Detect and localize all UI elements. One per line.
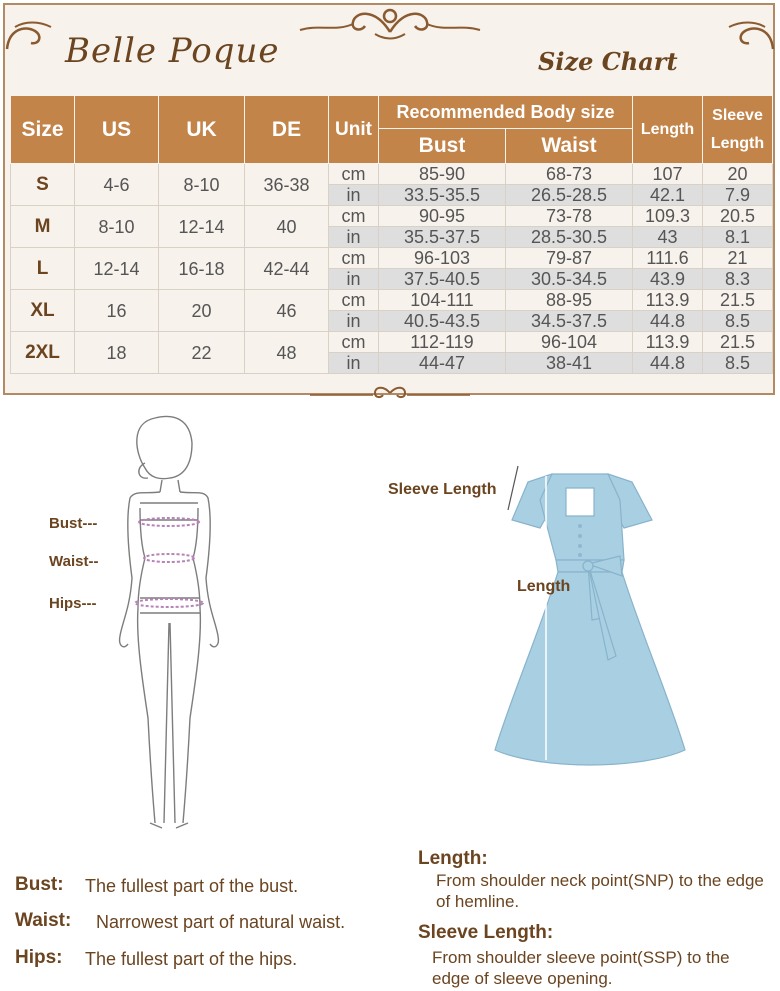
cell-cm-waist: 88-95 [506, 290, 633, 311]
brand-logo: Belle Poque [65, 31, 280, 71]
cell-us: 4-6 [75, 164, 159, 206]
def-waist-text: Narrowest part of natural waist. [96, 912, 346, 932]
dress-icon [480, 460, 700, 780]
cell-cm-bust: 85-90 [379, 164, 506, 185]
cell-cm-unit: cm [329, 332, 379, 353]
cell-cm-unit: cm [329, 290, 379, 311]
cell-in-waist: 26.5-28.5 [506, 185, 633, 206]
cell-cm-unit: cm [329, 248, 379, 269]
cell-us: 16 [75, 290, 159, 332]
length-label: Length [517, 578, 571, 595]
def-length-text: From shoulder neck point(SNP) to the edge of hemline. [436, 871, 764, 911]
cell-cm-unit: cm [329, 164, 379, 185]
table-row [11, 206, 773, 227]
body-outline-icon [100, 408, 240, 838]
cell-uk: 12-14 [159, 206, 245, 248]
cell-in-bust: 40.5-43.5 [379, 311, 506, 332]
hips-label: Hips--- [49, 595, 97, 612]
header-us: US [75, 96, 159, 164]
cell-in-waist: 34.5-37.5 [506, 311, 633, 332]
def-waist-term: Waist: [15, 910, 72, 931]
cell-in-bust: 37.5-40.5 [379, 269, 506, 290]
corner-ornament-right-icon [727, 19, 775, 53]
cell-de: 42-44 [245, 248, 329, 290]
cell-in-unit: in [329, 269, 379, 290]
cell-in-bust: 33.5-35.5 [379, 185, 506, 206]
cell-uk: 8-10 [159, 164, 245, 206]
header-size: Size [11, 96, 75, 164]
cell-cm-length: 113.9 [633, 332, 703, 353]
cell-cm-length: 107 [633, 164, 703, 185]
cell-in-sleeve: 8.1 [703, 227, 773, 248]
header-unit: Unit [329, 96, 379, 164]
cell-us: 12-14 [75, 248, 159, 290]
header-recommended: Recommended Body size [379, 96, 633, 129]
cell-size: XL [11, 290, 75, 332]
cell-cm-waist: 79-87 [506, 248, 633, 269]
table-row [11, 332, 773, 353]
waist-label: Waist-- [49, 553, 99, 570]
cell-in-waist: 38-41 [506, 353, 633, 374]
table-row [11, 164, 773, 185]
bottom-ornament-icon [305, 383, 475, 403]
header-sleeve: Sleeve Length [703, 96, 773, 164]
header-bust: Bust [379, 129, 506, 164]
def-sleeve-text: From shoulder sleeve point(SSP) to the edge of sleeve opening. [432, 948, 730, 988]
size-table [10, 95, 773, 374]
cell-size: 2XL [11, 332, 75, 374]
cell-in-unit: in [329, 185, 379, 206]
cell-in-sleeve: 8.3 [703, 269, 773, 290]
cell-in-waist: 30.5-34.5 [506, 269, 633, 290]
cell-in-waist: 28.5-30.5 [506, 227, 633, 248]
cell-uk: 16-18 [159, 248, 245, 290]
cell-cm-unit: cm [329, 206, 379, 227]
cell-size: L [11, 248, 75, 290]
table-row [11, 290, 773, 311]
cell-in-sleeve: 8.5 [703, 353, 773, 374]
cell-cm-bust: 112-119 [379, 332, 506, 353]
cell-cm-waist: 73-78 [506, 206, 633, 227]
cell-in-sleeve: 8.5 [703, 311, 773, 332]
def-sleeve-term: Sleeve Length: [418, 922, 554, 943]
cell-cm-bust: 104-111 [379, 290, 506, 311]
size-chart-panel [3, 3, 775, 395]
cell-in-unit: in [329, 353, 379, 374]
body-figure [100, 408, 240, 838]
header-waist: Waist [506, 129, 633, 164]
chart-title: Size Chart [538, 47, 678, 76]
cell-cm-sleeve: 21.5 [703, 290, 773, 311]
dress-figure [480, 460, 700, 780]
cell-in-bust: 35.5-37.5 [379, 227, 506, 248]
cell-cm-length: 109.3 [633, 206, 703, 227]
cell-us: 18 [75, 332, 159, 374]
sleeve-length-label: Sleeve Length [388, 481, 497, 498]
cell-in-length: 42.1 [633, 185, 703, 206]
cell-in-bust: 44-47 [379, 353, 506, 374]
corner-ornament-left-icon [5, 19, 53, 53]
cell-in-unit: in [329, 227, 379, 248]
cell-cm-sleeve: 21 [703, 248, 773, 269]
cell-de: 36-38 [245, 164, 329, 206]
cell-uk: 20 [159, 290, 245, 332]
def-hips-term: Hips: [15, 947, 63, 968]
cell-cm-bust: 90-95 [379, 206, 506, 227]
cell-cm-waist: 68-73 [506, 164, 633, 185]
cell-de: 40 [245, 206, 329, 248]
cell-in-length: 43.9 [633, 269, 703, 290]
cell-cm-waist: 96-104 [506, 332, 633, 353]
bust-label: Bust--- [49, 515, 98, 532]
header-length: Length [633, 96, 703, 164]
cell-cm-sleeve: 20 [703, 164, 773, 185]
cell-in-unit: in [329, 311, 379, 332]
cell-cm-length: 113.9 [633, 290, 703, 311]
cell-uk: 22 [159, 332, 245, 374]
def-hips-text: The fullest part of the hips. [85, 949, 298, 969]
cell-in-length: 44.8 [633, 353, 703, 374]
top-ornament-icon [295, 2, 485, 42]
cell-de: 48 [245, 332, 329, 374]
cell-in-length: 44.8 [633, 311, 703, 332]
cell-size: M [11, 206, 75, 248]
cell-de: 46 [245, 290, 329, 332]
cell-cm-bust: 96-103 [379, 248, 506, 269]
def-bust-term: Bust: [15, 874, 64, 895]
cell-in-sleeve: 7.9 [703, 185, 773, 206]
def-bust-text: The fullest part of the bust. [85, 876, 299, 896]
header-uk: UK [159, 96, 245, 164]
def-length-term: Length: [418, 848, 488, 869]
cell-in-length: 43 [633, 227, 703, 248]
cell-cm-length: 111.6 [633, 248, 703, 269]
cell-size: S [11, 164, 75, 206]
cell-cm-sleeve: 20.5 [703, 206, 773, 227]
cell-us: 8-10 [75, 206, 159, 248]
header-de: DE [245, 96, 329, 164]
table-row [11, 248, 773, 269]
cell-cm-sleeve: 21.5 [703, 332, 773, 353]
